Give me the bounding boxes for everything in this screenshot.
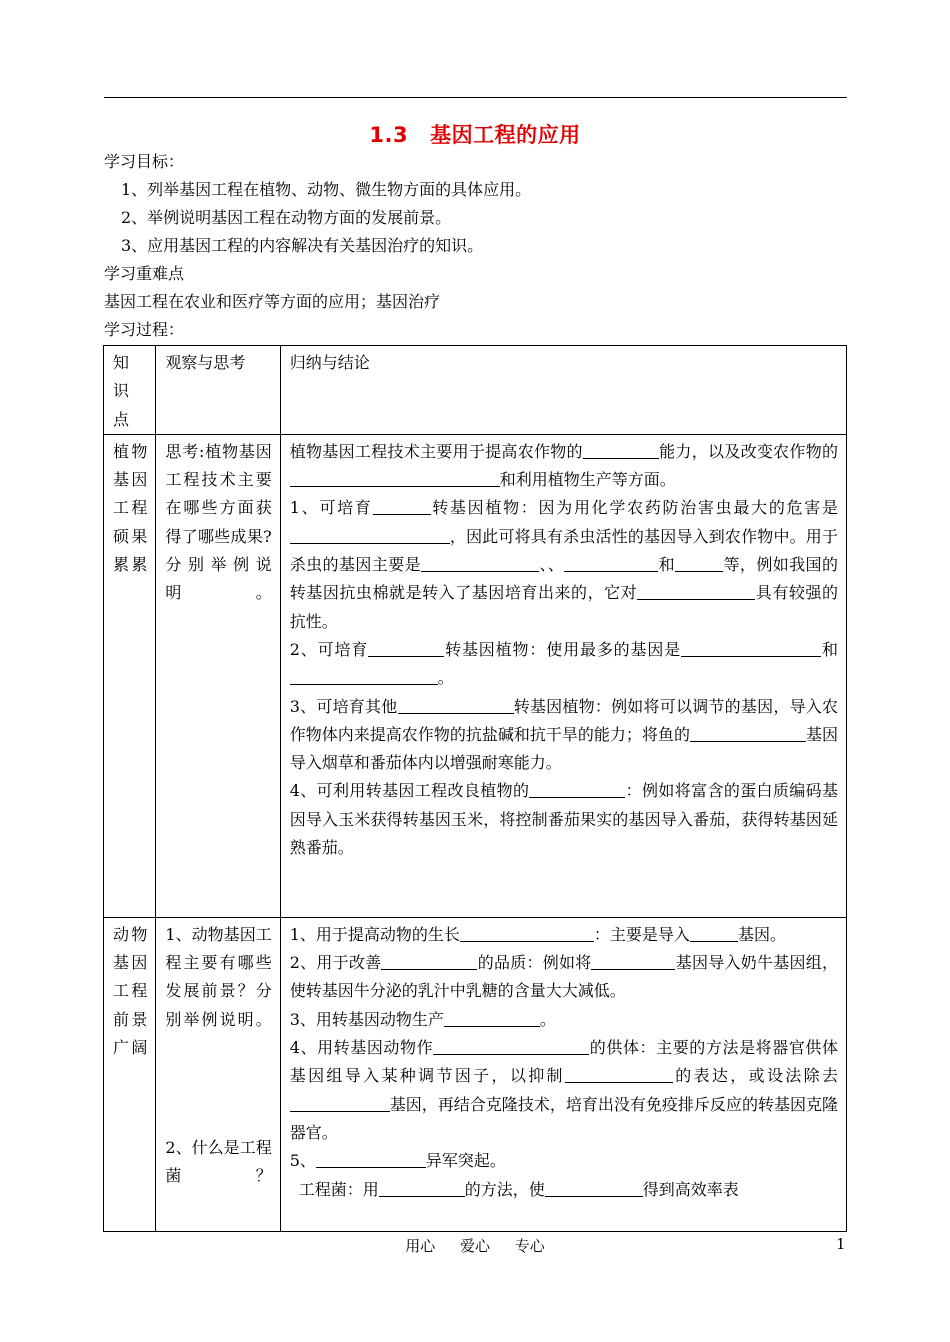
fill-blank[interactable] — [379, 1178, 465, 1197]
plants-point-4: 4、可利用转基因工程改良植物的 ：例如将富含的蛋白质编码基因导入玉米获得转基因玉米，将控制番茄果实的基因导入番茄，获得转基因延熟番茄。 — [289, 781, 838, 858]
fill-blank[interactable] — [460, 923, 594, 942]
animals-point-2: 2、用于改善 的品质：例如将 基因导入奶牛基因组，使转基因牛分泌的乳汁中乳糖的含量大大减低。 — [289, 953, 838, 1001]
fill-blank[interactable] — [565, 1064, 673, 1083]
fill-blank[interactable] — [290, 1093, 390, 1112]
table-header-row — [104, 346, 847, 435]
header-knowledge-point: 知识点 — [104, 346, 156, 435]
answer-animals — [280, 917, 846, 1231]
engineered-bacteria-definition: 工程菌：用 的方法，使 得到高效率表 — [298, 1179, 739, 1199]
fill-blank[interactable] — [564, 553, 658, 572]
animals-point-5: 5、 异军突起。 — [289, 1151, 506, 1171]
fill-blank[interactable] — [290, 525, 450, 544]
header-observe-think: 观察与思考 — [156, 346, 280, 435]
plants-point-2: 2、可培育 转基因植物：使用最多的基因是 和。 — [289, 639, 838, 688]
page-footer — [0, 1235, 950, 1256]
fill-blank[interactable] — [690, 923, 738, 942]
fill-blank[interactable] — [690, 723, 806, 742]
question-animals — [156, 917, 280, 1231]
learning-table — [103, 345, 847, 1232]
title-text: 基因工程的应用 — [430, 123, 581, 147]
fill-blank[interactable] — [398, 695, 514, 714]
fill-blank[interactable] — [433, 1036, 589, 1055]
footer-text: 专心 — [514, 1237, 545, 1255]
fill-blank[interactable] — [681, 638, 821, 657]
table-row-plants — [104, 434, 847, 917]
footer-text: 用心 — [405, 1237, 436, 1255]
fill-blank[interactable] — [421, 553, 539, 572]
topic-animals: 动物基因工程前景广阔 — [104, 917, 156, 1231]
fill-blank[interactable] — [373, 496, 431, 515]
fill-blank[interactable] — [290, 666, 438, 685]
key-points-heading: 学习重难点 — [104, 264, 185, 283]
fill-blank[interactable] — [368, 638, 444, 657]
fill-blank[interactable] — [444, 1008, 540, 1027]
question-plants: 思考:植物基因工程技术主要在哪些方面获得了哪些成果?分别举例说明。 — [156, 434, 280, 917]
plants-intro: 植物基因工程技术主要用于提高农作物的 能力，以及改变农作物的和利用植物生产等方面。 — [289, 441, 838, 490]
fill-blank[interactable] — [675, 553, 723, 572]
objective-item: 1、列举基因工程在植物、动物、微生物方面的具体应用。 — [121, 180, 532, 199]
key-points-text: 基因工程在农业和医疗等方面的应用；基因治疗 — [104, 292, 441, 311]
title-number: 1.3 — [369, 123, 409, 147]
plants-point-3: 3、可培育其他 转基因植物：例如将可以调节的基因，导入农作物体内来提高农作物的抗盐碱和抗干旱的能力；将鱼的 基因导入烟草和番茄体内以增强耐寒能力。 — [289, 696, 838, 773]
fill-blank[interactable] — [583, 440, 659, 459]
question-animals-2: 2、什么是工程菌？ — [165, 1138, 272, 1186]
footer-text: 爱心 — [459, 1237, 490, 1255]
animals-point-1: 1、用于提高动物的生长 ：主要是导入 基因。 — [289, 924, 786, 944]
objectives-heading: 学习目标： — [104, 152, 185, 171]
topic-plants: 植物基因工程硕果累累 — [104, 434, 156, 917]
fill-blank[interactable] — [591, 951, 675, 970]
animals-point-3: 3、用转基因动物生产 。 — [289, 1009, 556, 1029]
header-summary-conclusion: 归纳与结论 — [280, 346, 846, 435]
objective-item: 3、应用基因工程的内容解决有关基因治疗的知识。 — [121, 236, 484, 255]
fill-blank[interactable] — [529, 779, 625, 798]
page-title — [0, 119, 950, 149]
answer-plants — [280, 434, 846, 917]
table-row-animals — [104, 917, 847, 1231]
objective-item: 2、举例说明基因工程在动物方面的发展前景。 — [121, 208, 452, 227]
plants-point-1: 1、可培育 转基因植物：因为用化学农药防治害虫最大的危害是，因此可将具有杀虫活性的基因导入到农作物中。用于杀虫的基因主要是 、、 和 等，例如我国的转基因抗虫棉就是转入了基因培育出来的，它对 具有较强的抗性。 — [289, 498, 838, 631]
fill-blank[interactable] — [637, 581, 755, 600]
header-rule — [104, 97, 847, 98]
fill-blank[interactable] — [381, 951, 477, 970]
animals-point-4: 4、用转基因动物作 的供体：主要的方法是将器官供体基因组导入某种调节因子，以抑制 的表达，或设法除去基因，再结合克隆技术，培育出没有免疫排斥反应的转基因克隆器官。 — [289, 1038, 838, 1142]
fill-blank[interactable] — [316, 1149, 426, 1168]
question-animals-1: 1、动物基因工程主要有哪些发展前景？分别举例说明。 — [165, 924, 272, 1029]
page-number: 1 — [836, 1235, 846, 1253]
fill-blank[interactable] — [290, 468, 500, 487]
process-heading: 学习过程： — [104, 320, 185, 339]
fill-blank[interactable] — [545, 1178, 643, 1197]
